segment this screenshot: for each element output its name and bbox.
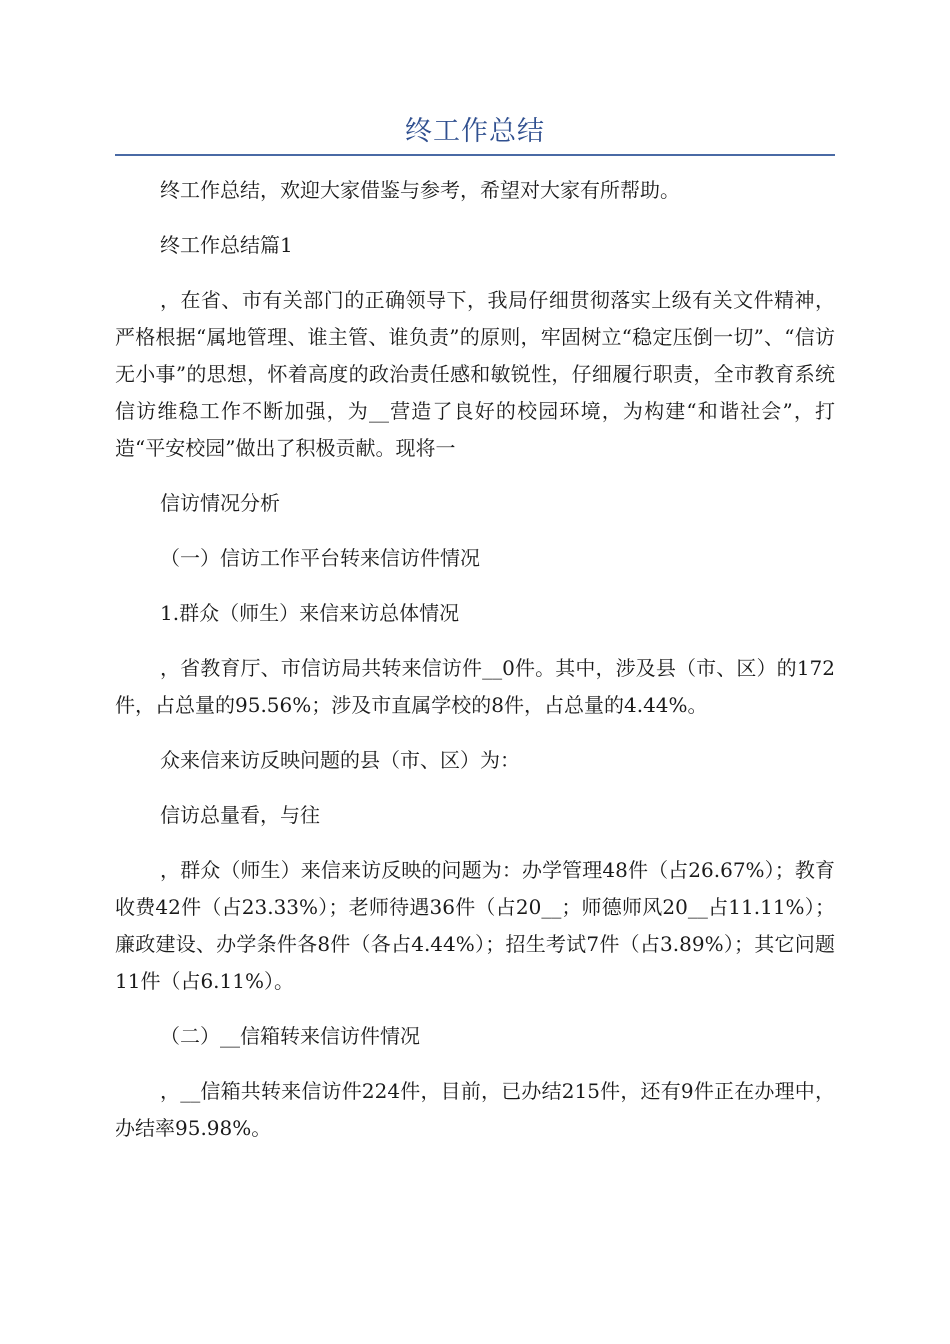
paragraph-total: 信访总量看，与往 <box>160 803 320 827</box>
paragraph-mailbox: ，__信箱共转来信访件224件，目前，已办结215件，还有9件正在办理中，办结率95.98%。 <box>115 1079 835 1140</box>
paragraph-section-heading: 终工作总结篇1 <box>160 233 293 257</box>
paragraph-subheading-one: （一）信访工作平台转来信访件情况 <box>160 546 480 570</box>
title-underline <box>115 154 835 156</box>
document-title: 终工作总结 <box>405 116 545 147</box>
paragraph-intro: 终工作总结，欢迎大家借鉴与参考，希望对大家有所帮助。 <box>160 178 680 202</box>
paragraph-overview: ，在省、市有关部门的正确领导下，我局仔细贯彻落实上级有关文件精神，严格根据“属地管理、谁主管、谁负责”的原则，牢固树立“稳定压倒一切”、“信访无小事”的思想，怀着高度的政治责任感和敏锐性，仔细履行职责，全市教育系统信访维稳工作不断加强，为__营造了良好的校园环境，为构建“和谐社会”，打造“平安校园”做出了积极贡献。现将一 <box>115 288 835 460</box>
paragraph-statistics: ，省教育厅、市信访局共转来信访件__0件。其中，涉及县（市、区）的172件，占总量的95.56%；涉及市直属学校的8件，占总量的4.44%。 <box>115 656 835 717</box>
paragraph-analysis-heading: 信访情况分析 <box>160 491 280 515</box>
paragraph-counties: 众来信来访反映问题的县（市、区）为： <box>160 748 520 772</box>
document-body <box>115 172 835 1165</box>
paragraph-item-heading: 1.群众（师生）来信来访总体情况 <box>160 601 460 625</box>
paragraph-subheading-two: （二）__信箱转来信访件情况 <box>160 1024 420 1048</box>
paragraph-issues: ，群众（师生）来信来访反映的问题为：办学管理48件（占26.67%）；教育收费42件（占23.33%）；老师待遇36件（占20__；师德师风20__占11.11%）；廉政建设、办学条件各8件（各占4.44%）；招生考试7件（占3.89%）；其它问题11件（占6.11%）。 <box>115 858 835 993</box>
